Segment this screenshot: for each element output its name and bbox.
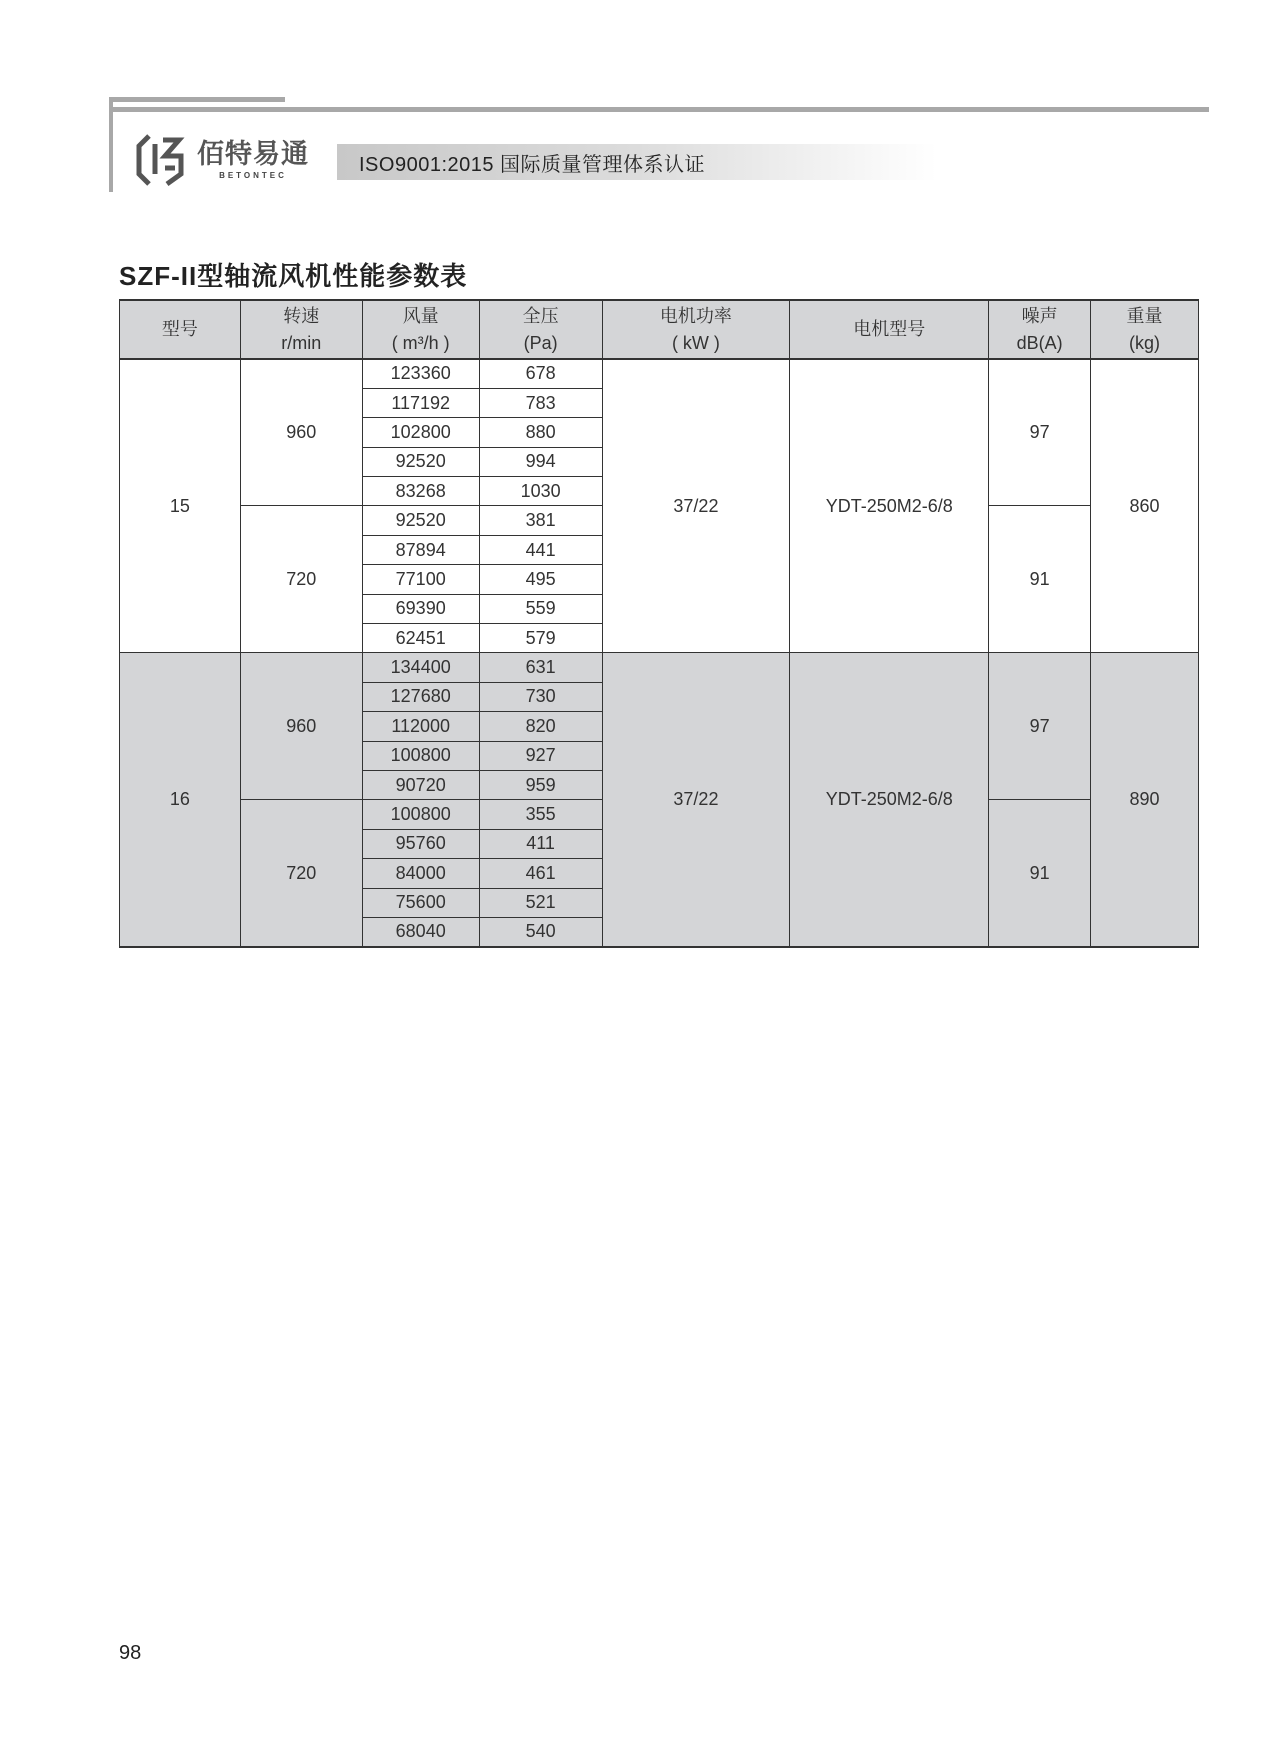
brand-logo [135, 130, 309, 188]
table-row [120, 359, 1199, 388]
weight-cell: 890 [1091, 653, 1199, 947]
column-header-unit: r/min [281, 332, 322, 353]
column-header [602, 300, 790, 359]
pressure-cell: 959 [479, 770, 602, 799]
speed-cell: 960 [240, 653, 362, 800]
pressure-cell: 381 [479, 506, 602, 535]
header-rule [109, 107, 1209, 112]
column-header-unit: (kg) [1129, 332, 1161, 353]
header-rule-short [109, 97, 285, 102]
pressure-cell: 540 [479, 917, 602, 946]
airflow-cell: 102800 [362, 418, 479, 447]
airflow-cell: 95760 [362, 829, 479, 858]
column-header-unit: (Pa) [523, 332, 558, 353]
iso-banner: ISO9001:2015 国际质量管理体系认证 [337, 144, 937, 180]
pressure-cell: 441 [479, 535, 602, 564]
airflow-cell: 68040 [362, 917, 479, 946]
logo-mark-icon [135, 130, 187, 188]
pressure-cell: 678 [479, 359, 602, 388]
column-header-label: 电机功率 [659, 305, 732, 326]
airflow-cell: 77100 [362, 565, 479, 594]
column-header-label: 型号 [161, 319, 198, 339]
airflow-cell: 62451 [362, 624, 479, 653]
airflow-cell: 127680 [362, 682, 479, 711]
airflow-cell: 75600 [362, 888, 479, 917]
airflow-cell: 84000 [362, 859, 479, 888]
noise-cell: 91 [989, 506, 1091, 653]
airflow-cell: 92520 [362, 506, 479, 535]
pressure-cell: 927 [479, 741, 602, 770]
brand-name-cn: 佰特易通 [197, 138, 309, 169]
pressure-cell: 880 [479, 418, 602, 447]
page-title: SZF-II型轴流风机性能参数表 [119, 261, 468, 291]
pressure-cell: 559 [479, 594, 602, 623]
table-row [120, 653, 1199, 682]
pressure-cell: 579 [479, 624, 602, 653]
column-header-label: 电机型号 [853, 319, 926, 339]
pressure-cell: 783 [479, 388, 602, 417]
airflow-cell: 83268 [362, 477, 479, 506]
column-header-label: 重量 [1126, 305, 1163, 326]
performance-table [119, 299, 1199, 948]
weight-cell: 860 [1091, 359, 1199, 653]
pressure-cell: 495 [479, 565, 602, 594]
pressure-cell: 730 [479, 682, 602, 711]
header-rule-vertical [109, 97, 113, 192]
model-cell: 15 [120, 359, 241, 653]
column-header [120, 300, 241, 359]
motor-model-cell: YDT-250M2-6/8 [790, 359, 989, 653]
column-header-label: 全压 [522, 305, 559, 326]
pressure-cell: 1030 [479, 477, 602, 506]
airflow-cell: 100800 [362, 741, 479, 770]
column-header-label: 噪声 [1021, 305, 1058, 326]
column-header [240, 300, 362, 359]
motor-power-cell: 37/22 [602, 359, 790, 653]
page-number: 98 [119, 1642, 142, 1664]
airflow-cell: 100800 [362, 800, 479, 829]
airflow-cell: 112000 [362, 712, 479, 741]
noise-cell: 97 [989, 653, 1091, 800]
motor-power-cell: 37/22 [602, 653, 790, 947]
noise-cell: 91 [989, 800, 1091, 947]
column-header-unit: dB(A) [1016, 332, 1063, 353]
pressure-cell: 994 [479, 447, 602, 476]
airflow-cell: 69390 [362, 594, 479, 623]
column-header [989, 300, 1091, 359]
motor-model-cell: YDT-250M2-6/8 [790, 653, 989, 947]
column-header-unit: ( kW ) [671, 332, 720, 353]
pressure-cell: 820 [479, 712, 602, 741]
column-header-label: 风量 [402, 305, 439, 326]
airflow-cell: 92520 [362, 447, 479, 476]
column-header [790, 300, 989, 359]
column-header [362, 300, 479, 359]
noise-cell: 97 [989, 359, 1091, 506]
airflow-cell: 87894 [362, 535, 479, 564]
model-cell: 16 [120, 653, 241, 947]
airflow-cell: 90720 [362, 770, 479, 799]
pressure-cell: 461 [479, 859, 602, 888]
speed-cell: 720 [240, 506, 362, 653]
pressure-cell: 355 [479, 800, 602, 829]
speed-cell: 960 [240, 359, 362, 506]
column-header [1091, 300, 1199, 359]
airflow-cell: 117192 [362, 388, 479, 417]
column-header-unit: ( m³/h ) [391, 332, 450, 353]
airflow-cell: 134400 [362, 653, 479, 682]
brand-name-en: BETONTEC [219, 170, 287, 180]
pressure-cell: 521 [479, 888, 602, 917]
speed-cell: 720 [240, 800, 362, 947]
pressure-cell: 411 [479, 829, 602, 858]
column-header-label: 转速 [283, 305, 320, 326]
pressure-cell: 631 [479, 653, 602, 682]
airflow-cell: 123360 [362, 359, 479, 388]
column-header [479, 300, 602, 359]
